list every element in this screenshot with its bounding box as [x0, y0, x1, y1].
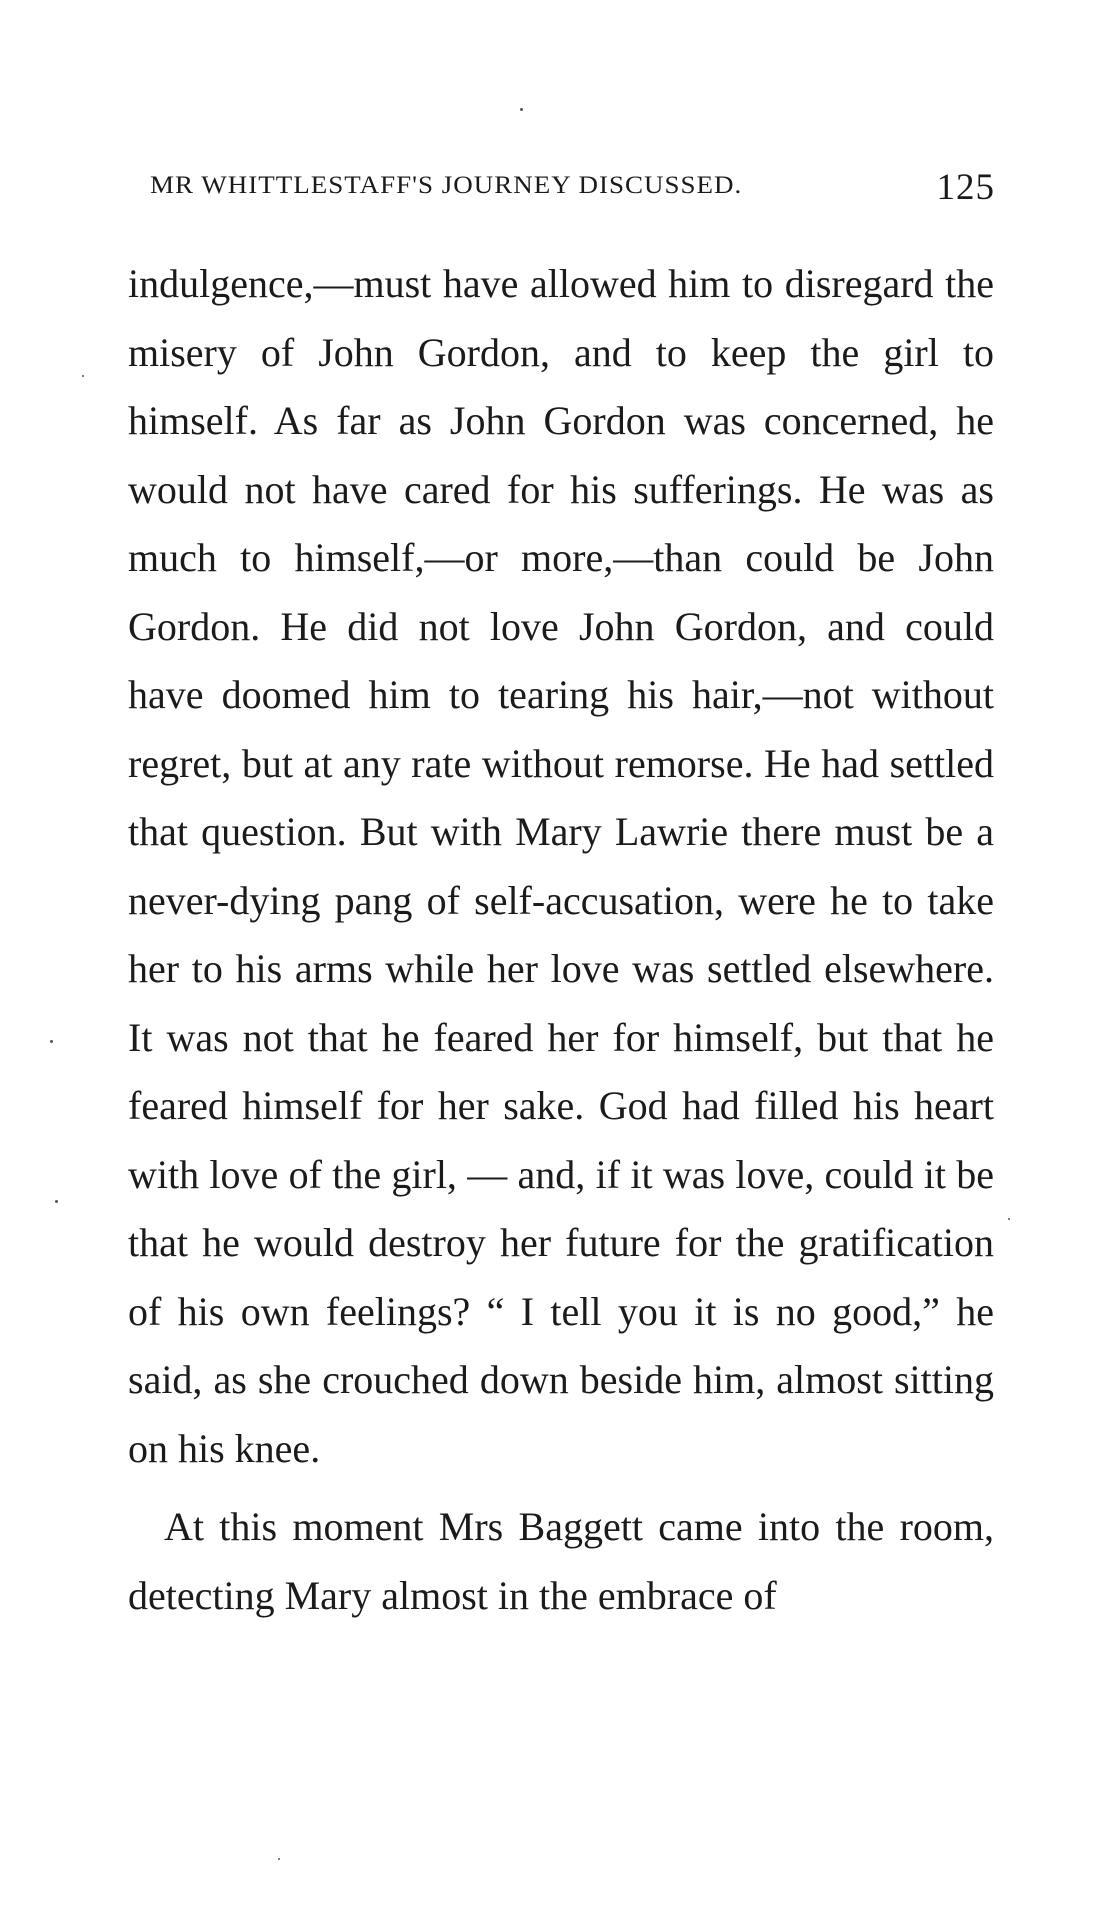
- paragraph-continued: indulgence,—must have allowed him to disregard the misery of John Gordon, and to keep the girl to himself. As far as John Gordon was concerned, he would not have cared for his sufferings. He was as much to himself,—or more,—than could be John Gordon. He did not love John Gordon, and could have doomed him to tearing his hair,—not without regret, but at any rate without remorse. He had settled that question. But with Mary Lawrie there must be a never-dying pang of self-accusation, were he to take her to his arms while her love was settled elsewhere. It was not that he feared her for himself, but that he feared himself for her sake. God had filled his heart with love of the girl, — and, if it was love, could it be that he would destroy her future for the gratification of his own feelings? “ I tell you it is no good,” he said, as she crouched down beside him, almost sitting on his knee.: [128, 261, 994, 1471]
- page-speck: [1008, 1218, 1010, 1220]
- running-head-title: MR WHITTLESTAFF'S JOURNEY DISCUSSED.: [150, 170, 743, 199]
- page-speck: [278, 1858, 280, 1860]
- page-header: [150, 167, 995, 210]
- page-speck: [50, 1040, 53, 1043]
- page-speck: [520, 108, 523, 111]
- body-text: [128, 250, 994, 1630]
- page-speck: [82, 375, 84, 377]
- paragraph-new: At this moment Mrs Baggett came into the room, detecting Mary almost in the embrace of: [128, 1504, 994, 1618]
- page-speck: [55, 1200, 58, 1203]
- page-number: 125: [936, 167, 995, 208]
